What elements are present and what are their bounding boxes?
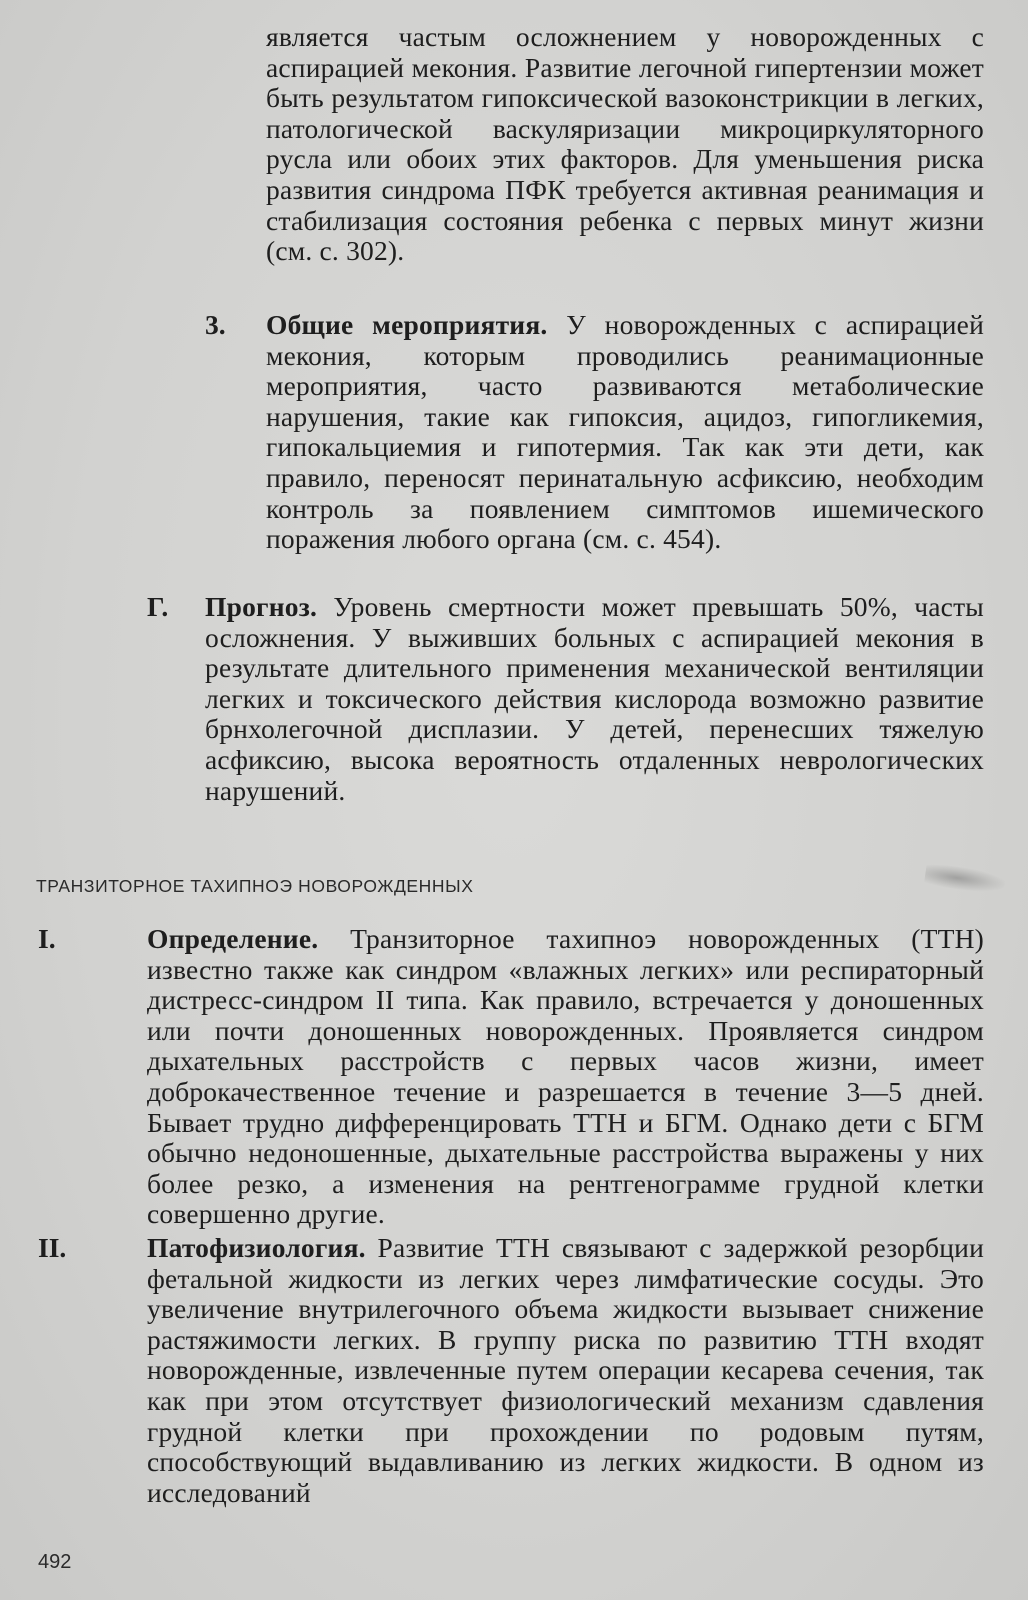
item-3-text: У новорожденных с аспирацией мекония, которым проводились реанимационные мероприятия, часто развиваются метаболические нарушения, такие как гипоксия, ацидоз, гипогликемия, гипокальциемия и гипотермия. Так как эти дети, как правило, переносят перинатальную асфиксию, необходим контроль за появлением симптомов ишемического поражения любого органа (см. с. 454). (266, 309, 984, 555)
section-g-title: Прогноз. (205, 591, 318, 622)
chapter-heading: ТРАНЗИТОРНОЕ ТАХИПНОЭ НОВОРОЖДЕННЫХ (36, 876, 474, 896)
item-3-title: Общие мероприятия. (266, 309, 548, 340)
section-1-paragraph (147, 924, 984, 1230)
section-2-text: Развитие ТТН связывают с задержкой резорбции фетальной жидкости из легких через лимфатические сосуды. Это увеличение внутрилегочного объема жидкости вызывает снижение растяжимости легких. В группу риска по развитию ТТН входят новорожденные, извлеченные путем операции кесарева сечения, так как при этом отсутствует физиологический механизм сдавления грудной клетки при прохождении по родовым путям, способствующий выдавливанию из легких жидкости. В одном из исследований (147, 1232, 984, 1508)
continuation-paragraph (266, 22, 984, 267)
page-number: 492 (38, 1551, 72, 1573)
section-1-title: Определение. (147, 923, 319, 954)
page-smudge (924, 863, 1006, 896)
continuation-text: является частым осложнением у новорожденных с аспирацией мекония. Развитие легочной гипертензии может быть результатом гипоксической вазоконстрикции в легких, патологической васкуляризации микроциркуляторного русла или обоих этих факторов. Для уменьшения риска развития синдрома ПФК требуется активная реанимация и стабилизация состояния ребенка с первых минут жизни (см. с. 302). (266, 21, 984, 267)
item-3-marker: 3. (205, 309, 226, 340)
section-g-paragraph (205, 592, 984, 806)
section-2-marker: II. (38, 1232, 67, 1263)
section-2-paragraph (147, 1233, 984, 1508)
section-g-marker: Г. (147, 591, 169, 622)
section-g-text: Уровень смертности может превышать 50%, часты осложнения. У выживших больных с аспирацией мекония в результате длительного применения механической вентиляции легких и токсического действия кислорода возможно развитие брнхолегочной дисплазии. У детей, перенесших тяжелую асфиксию, высока вероятность отдаленных неврологических нарушений. (205, 591, 984, 806)
section-2-title: Патофизиология. (147, 1232, 366, 1263)
section-1-marker: I. (38, 923, 56, 954)
section-1-text: Транзиторное тахипноэ новорожденных (ТТН) известно также как синдром «влажных легких» или респираторный дистресс-синдром II типа. Как правило, встречается у доношенных или почти доношенных новорожденных. Проявляется синдром дыхательных расстройств с первых часов жизни, имеет доброкачественное течение и разрешается в течение 3—5 дней. Бывает трудно дифференцировать ТТН и БГМ. Однако дети с БГМ обычно недоношенные, дыхательные расстройства выражены у них более резко, а изменения на рентгенограмме грудной клетки совершенно другие. (147, 923, 984, 1230)
item-3-paragraph (266, 310, 984, 555)
